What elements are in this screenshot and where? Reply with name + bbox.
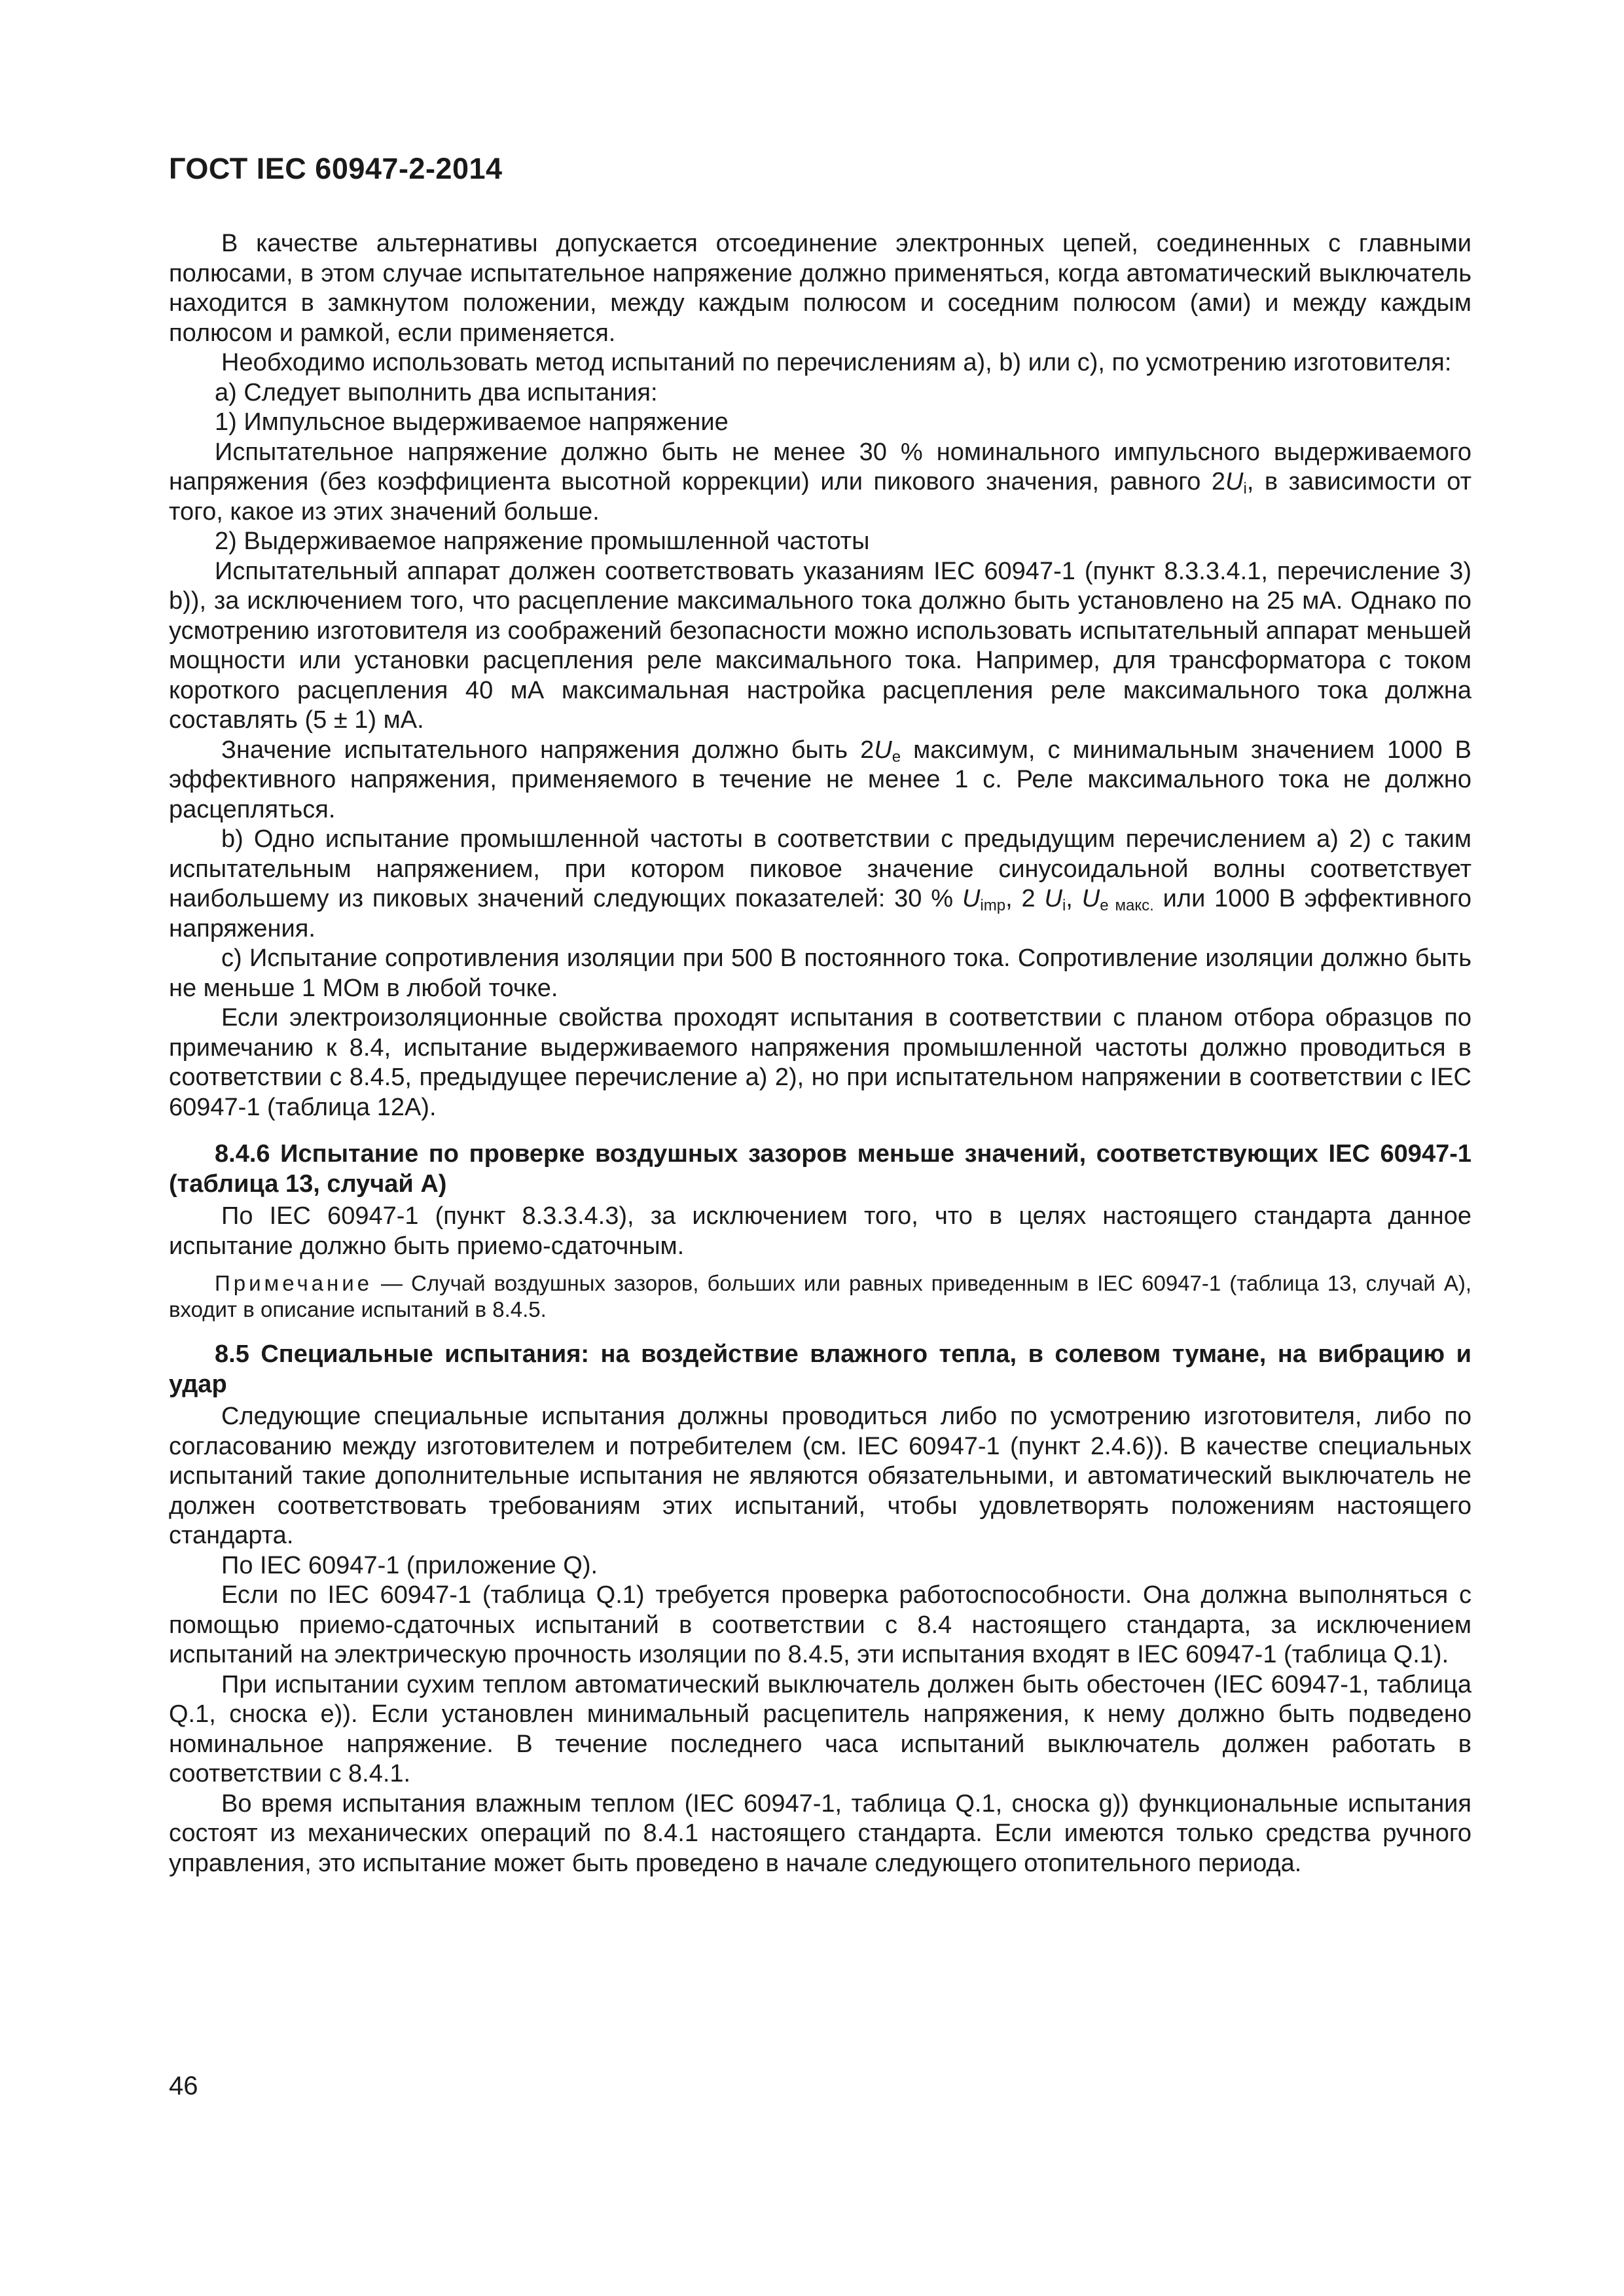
section-heading-8-5: 8.5 Специальные испытания: на воздействие влажного тепла, в солевом тумане, на вибрацию и удар: [169, 1340, 1471, 1398]
paragraph: Если по IEC 60947-1 (таблица Q.1) требуется проверка работоспособности. Она должна выполняться с помощью приемо-сдаточных испытаний в соответствии с 8.4 настоящего стандарта, за исключением испытаний на электрическую прочность изоляции по 8.4.5, эти испытания входят в IEC 60947-1 (таблица Q.1).: [169, 1581, 1471, 1668]
page-number: 46: [169, 2072, 198, 2100]
paragraph: В качестве альтернативы допускается отсоединение электронных цепей, соединенных с главными полюсами, в этом случае испытательное напряжение должно применяться, когда автоматический выключатель находится в замкнутом положении, между каждым полюсом и соседним полюсом (ами) и между каждым полюсом и рамкой, если применяется.: [169, 230, 1471, 347]
note: Примечание — Случай воздушных зазоров, больших или равных приведенным в IEC 60947-1 (таблица 13, случай А), входит в описание испытаний в 8.4.5.: [169, 1271, 1471, 1321]
paragraph: Испытательный аппарат должен соответствовать указаниям IEC 60947-1 (пункт 8.3.3.4.1, перечисление 3) b)), за исключением того, что расцепление максимального тока должно быть установлено на 25 мА. Однако по усмотрению изготовителя из соображений безопасности можно использовать испытательный аппарат меньшей мощности или установки расцепления реле максимального тока. Например, для трансформатора с током короткого расцепления 40 мА максимальная настройка расцепления реле максимального тока должна составлять (5 ± 1) мА.: [169, 557, 1471, 734]
note-label: Примечание: [215, 1271, 373, 1295]
list-item: 2) Выдерживаемое напряжение промышленной частоты: [215, 528, 870, 555]
paragraph: По IEC 60947-1 (пункт 8.3.3.4.3), за исключением того, что в целях настоящего стандарта данное испытание должно быть приемо-сдаточным.: [169, 1202, 1471, 1260]
list-item: а) Следует выполнить два испытания:: [215, 378, 658, 406]
document-body: [169, 229, 1471, 1878]
paragraph: Во время испытания влажным теплом (IEC 60947-1, таблица Q.1, сноска g)) функциональные испытания состоят из механических операций по 8.4.1 настоящего стандарта. Если имеются только средства ручного управления, это испытание может быть проведено в начале следующего отопительного периода.: [169, 1789, 1471, 1877]
paragraph: Следующие специальные испытания должны проводиться либо по усмотрению изготовителя, либо по согласованию между изготовителем и потребителем (см. IEC 60947-1 (пункт 2.4.6)). В качестве специальных испытаний такие дополнительные испытания не являются обязательными, и автоматический выключатель не должен соответствовать требованиям этих испытаний, чтобы удовлетворять положениям настоящего стандарта.: [169, 1403, 1471, 1549]
list-item: 1) Импульсное выдерживаемое напряжение: [215, 408, 729, 436]
list-item: b) Одно испытание промышленной частоты в соответствии с предыдущим перечислением а) 2) с таким испытательным напряжением, при котором пиковое значение синусоидальной волны соответствует наибольшему из пиковых значений следующих показателей: 30 % $U_{imp}$, 2 $U_i$, $U_{e макс.}$ или 1000 В эффективного напряжения.: [169, 825, 1471, 942]
paragraph: По IEC 60947-1 (приложение Q).: [221, 1551, 598, 1579]
paragraph: Испытательное напряжение должно быть не менее 30 % номинального импульсного выдерживаемого напряжения (без коэффициента высотной коррекции) или пикового значения, равного $2U_i$, в зависимости от того, какое из этих значений больше.: [169, 438, 1471, 526]
section-heading-8-4-6: 8.4.6 Испытание по проверке воздушных зазоров меньше значений, соответствующих IEC 60947-1 (таблица 13, случай А): [169, 1140, 1471, 1198]
paragraph: Необходимо использовать метод испытаний по перечислениям а), b) или с), по усмотрению изготовителя:: [221, 349, 1452, 376]
paragraph: Значение испытательного напряжения должно быть $2U_e$ максимум, с минимальным значением 1000 В эффективного напряжения, применяемого в течение не менее 1 с. Реле максимального тока не должно расцепляться.: [169, 736, 1471, 823]
paragraph: Если электроизоляционные свойства проходят испытания в соответствии с планом отбора образцов по примечанию к 8.4, испытание выдерживаемого напряжения промышленной частоты должно проводиться в соответствии с 8.4.5, предыдущее перечисление а) 2), но при испытательном напряжении в соответствии с IEC 60947-1 (таблица 12А).: [169, 1004, 1471, 1121]
list-item: с) Испытание сопротивления изоляции при 500 В постоянного тока. Сопротивление изоляции должно быть не меньше 1 МОм в любой точке.: [169, 944, 1471, 1002]
document-id: ГОСТ IEC 60947-2-2014: [169, 152, 503, 185]
paragraph: При испытании сухим теплом автоматический выключатель должен быть обесточен (IEC 60947-1, таблица Q.1, сноска е)). Если установлен минимальный расцепитель напряжения, к нему должно быть подведено номинальное напряжение. В течение последнего часа испытаний выключатель должен работать в соответствии с 8.4.1.: [169, 1670, 1471, 1787]
